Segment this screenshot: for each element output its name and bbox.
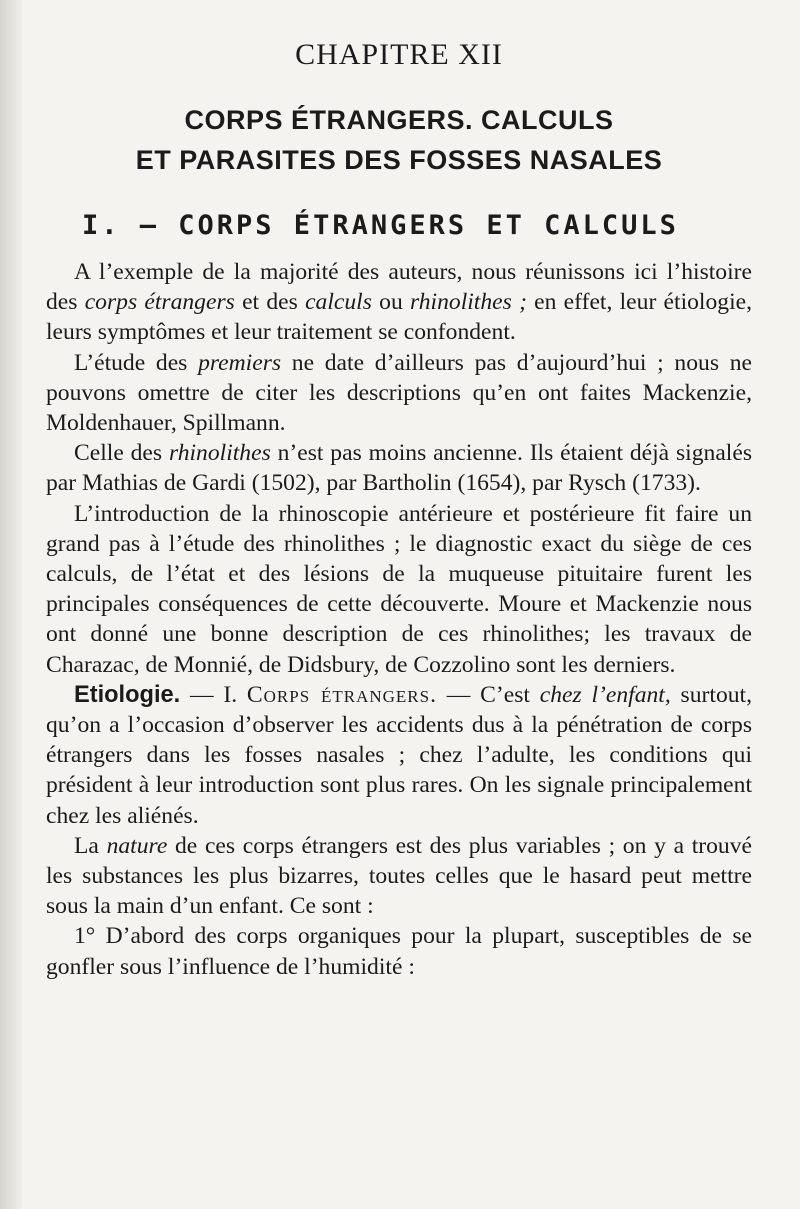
paragraph-1: A l’exemple de la majorité des auteurs, nous réunissons ici l’histoire des corps étrangers et des calculs ou rhinolithes ; en effet, leur étiologie, leurs symptômes et leur traitement se confondent.: [46, 259, 752, 346]
paragraph-3: Celle des rhinolithes n’est pas moins ancienne. Ils étaient déjà signalés par Mathias de Gardi (1502), par Bartholin (1654), par Rysch (1733).: [46, 440, 752, 497]
chapter-title-line-2: ET PARASITES DES FOSSES NASALES: [135, 145, 663, 175]
chapter-title-line-1: CORPS ÉTRANGERS. CALCULS: [184, 105, 614, 135]
run-in-heading: Etiologie.: [74, 681, 181, 708]
page-edge-shadow: [0, 0, 22, 1209]
paragraph-4: L’introduction de la rhinoscopie antérieure et postérieure fit faire un grand pas à l’étude des rhinolithes ; le diagnostic exact du siège de ces calculs, de l’état et des lésions de la muqueuse pituitaire furent les principales conséquences de cette découverte. Moure et Mackenzie nous ont donné une bonne description de ces rhinolithes; les travaux de Charazac, de Monnié, de Didsbury, de Cozzolino sont les derniers.: [46, 500, 752, 678]
chapter-heading: CHAPITRE XII: [295, 38, 503, 71]
section-heading: I. — CORPS ÉTRANGERS ET CALCULS: [82, 210, 679, 241]
paragraph-6: La nature de ces corps étrangers est des plus variables ; on y a trouvé les substances les plus bizarres, toutes celles que le hasard peut mettre sous la main d’un enfant. Ce sont :: [46, 832, 752, 920]
paragraph-etiologie: Etiologie. — I. Corps étrangers. — C’est chez l’enfant, surtout, qu’on a l’occasion d’observer les accidents dus à la pénétration de corps étrangers dans les fosses nasales ; chez l’adulte, les conditions qui président à leur introduction sont plus rares. On les signale principalement chez les aliénés.: [46, 681, 752, 829]
book-page: [46, 38, 752, 982]
paragraph-2: L’étude des premiers ne date d’ailleurs pas d’aujourd’hui ; nous ne pouvons omettre de citer les descriptions qu’en ont faites Mackenzie, Moldenhauer, Spillmann.: [46, 349, 752, 437]
paragraph-7: 1° D’abord des corps organiques pour la plupart, susceptibles de se gonfler sous l’influence de l’humidité :: [46, 923, 752, 980]
